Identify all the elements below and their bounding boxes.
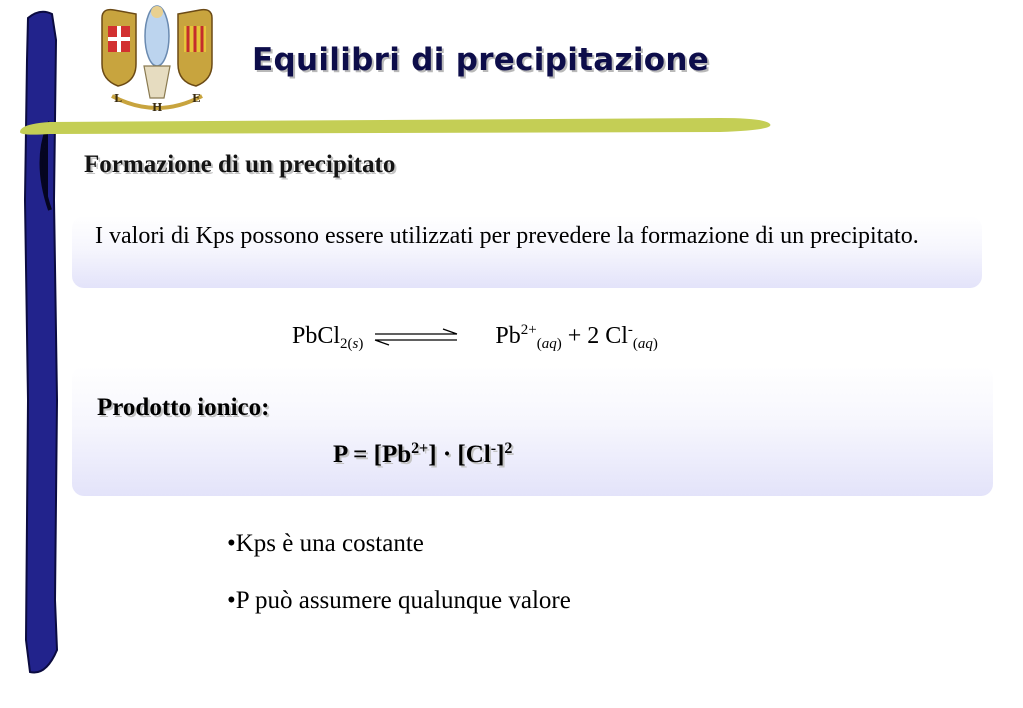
ionic-product-label: Prodotto ionico: [97,394,270,421]
crest-letter-e: E [192,92,201,105]
cation-state: (aq) [536,336,562,352]
anion-charge: - [627,322,633,338]
left-decorative-bar [0,0,70,708]
dissolution-equation [292,322,658,353]
crest-letter-h: H [152,101,163,114]
reactant-subscript: 2(s) [340,336,364,352]
cation-charge: 2+ [520,322,537,338]
anion-state: (aq) [632,336,658,352]
title-underline-stripe [20,112,780,138]
crest-letter-l: L [114,92,122,105]
ionic-product-panel [72,366,993,496]
bullet-item: •Kps è una costante [227,530,424,557]
equilibrium-arrow-icon [373,328,459,346]
cation-formula: Pb [495,323,521,349]
intro-text: I valori di Kps possono essere utilizzati per prevedere la formazione di un precipitato. [95,223,919,249]
ionic-product-formula: $P = [Pb^{2+}] \cdot [Cl^-]^2$ [333,440,513,468]
bullet-list [227,530,571,644]
anion-formula: + 2 Cl [561,323,628,349]
reactant-formula: PbCl [292,323,341,349]
section-subtitle: Formazione di un precipitato [84,151,396,178]
slide-title: Equilibri di precipitazione [252,42,710,78]
crest-logo [92,0,222,120]
bullet-item: •P può assumere qualunque valore [227,587,571,614]
